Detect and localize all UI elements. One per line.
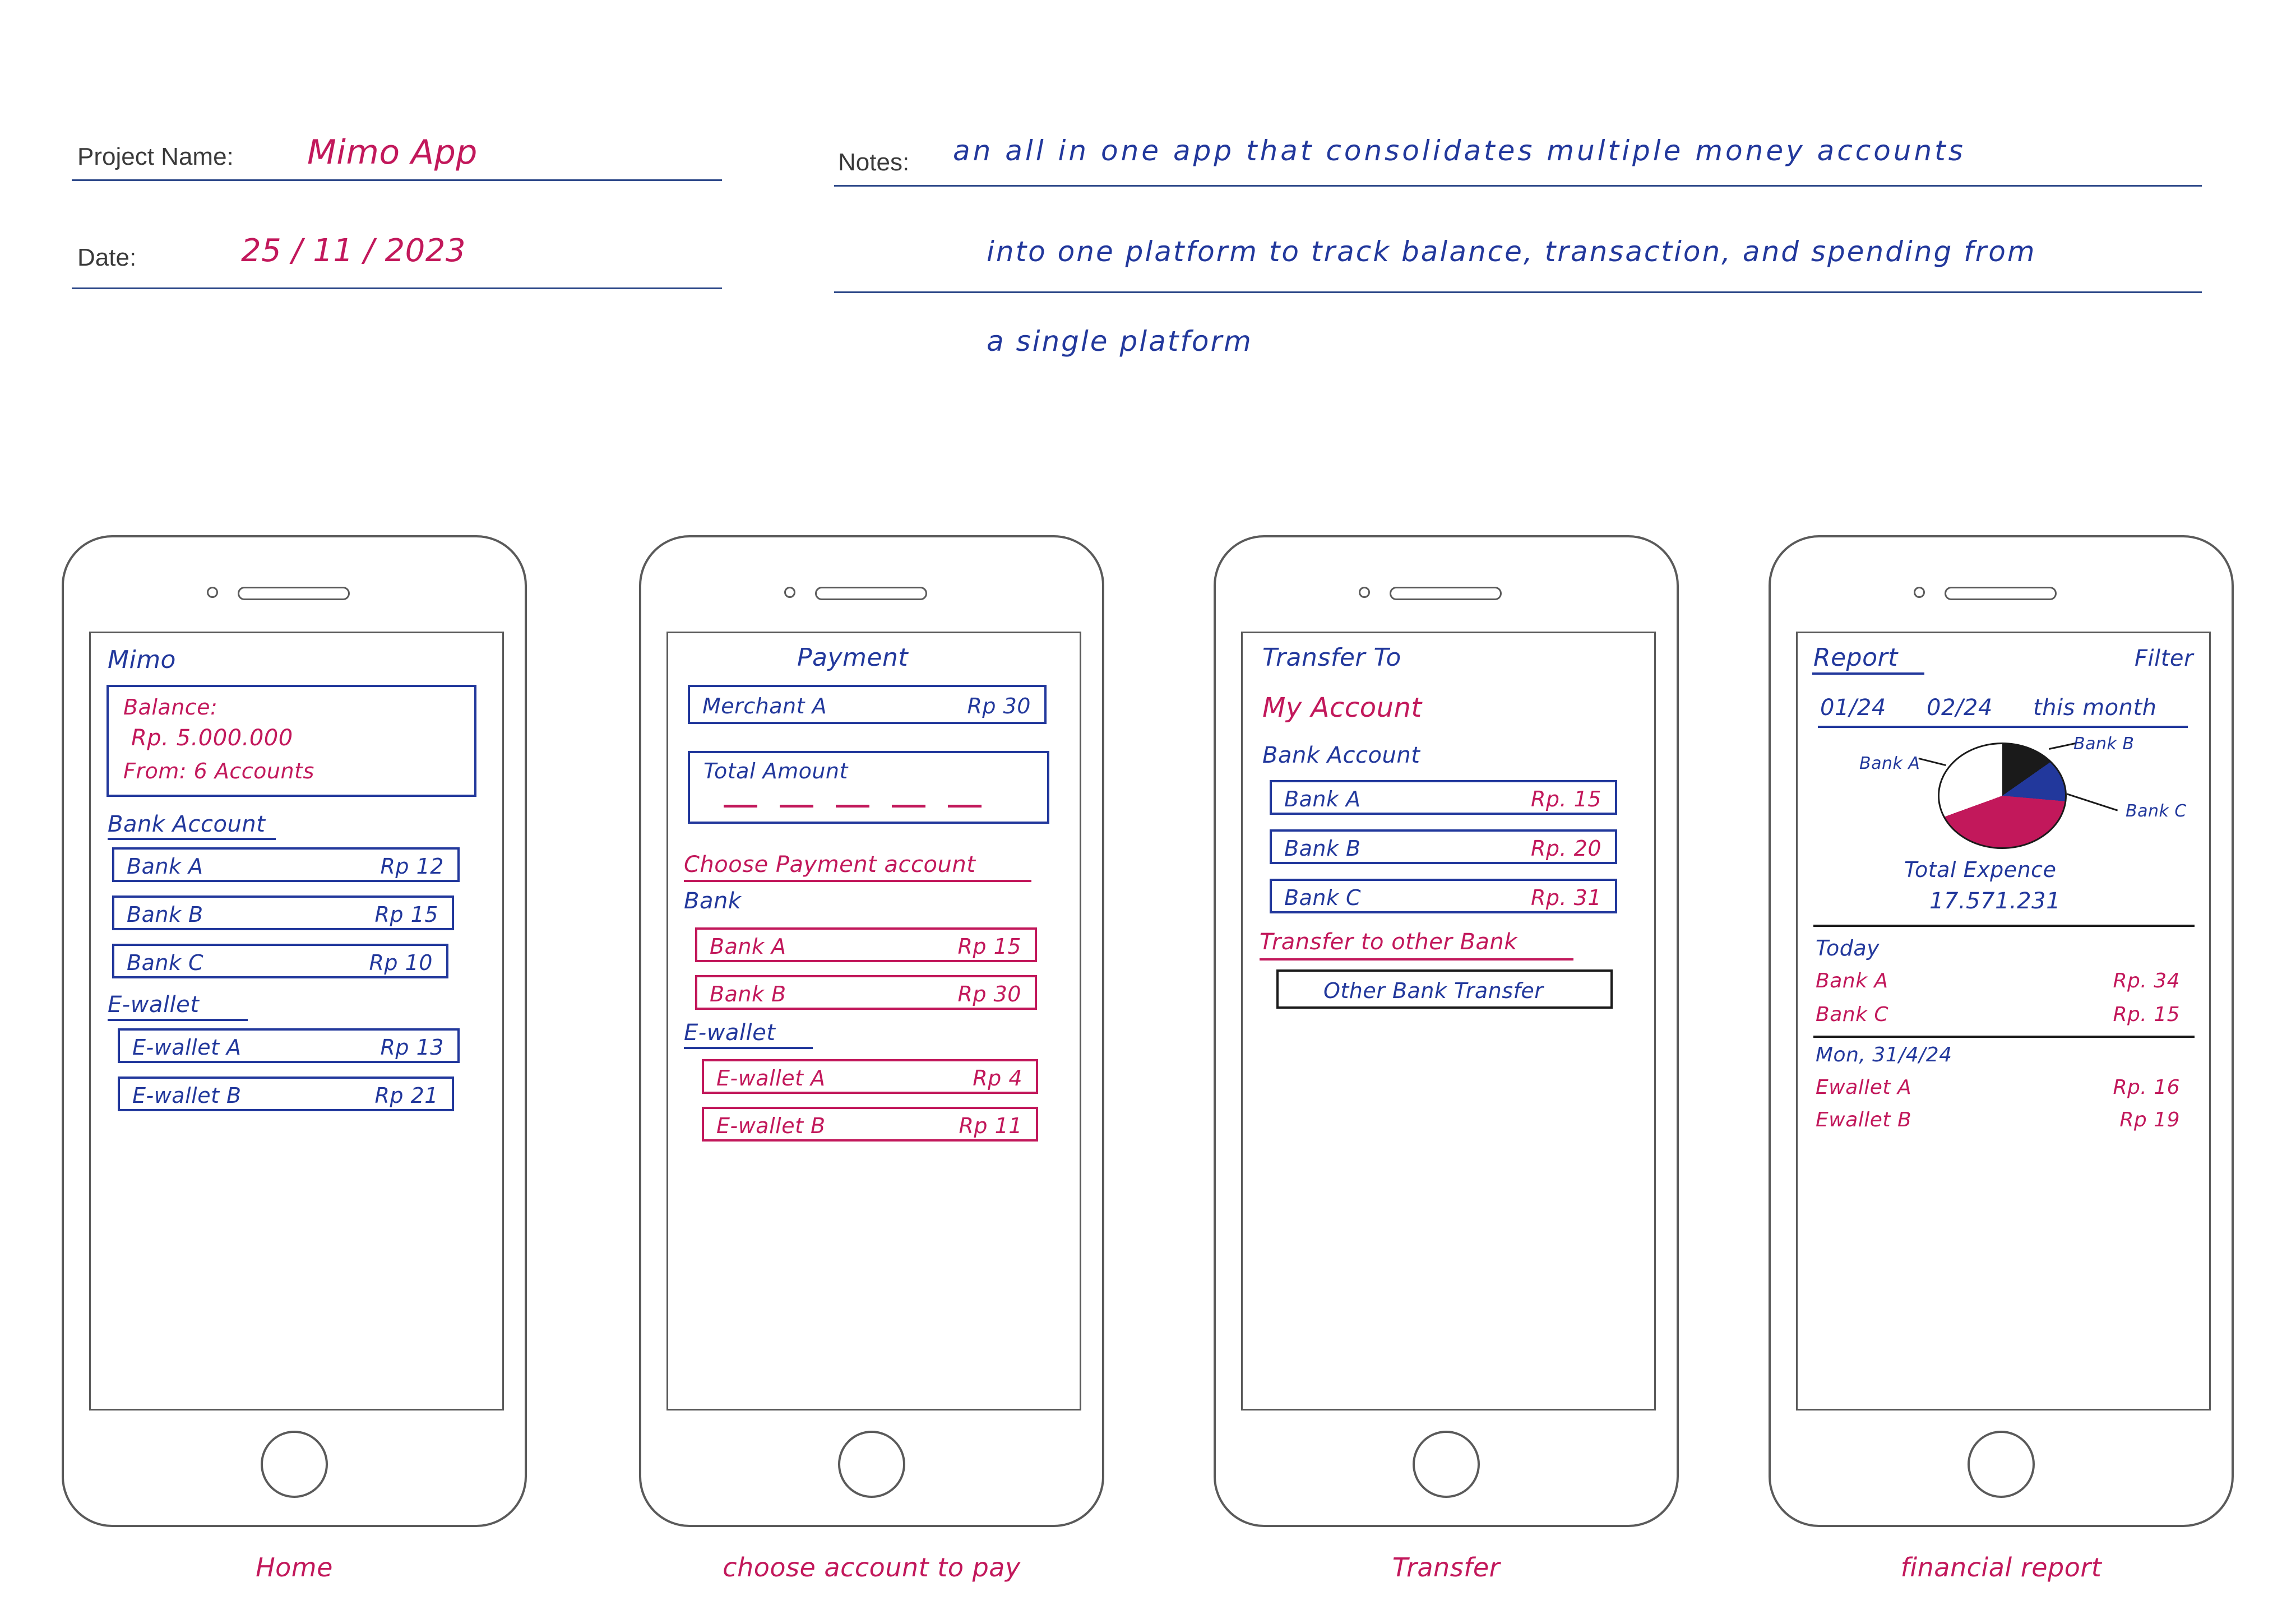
balance-value: Rp. 5.000.000 — [131, 725, 293, 751]
notes-rule-1 — [834, 185, 2202, 187]
divider — [1813, 925, 2195, 927]
section-bank-account: Bank Account — [1262, 743, 1420, 768]
list-item-label: E-wallet B — [716, 1113, 826, 1138]
table-row-ewallet-a — [1816, 1076, 2186, 1099]
phone-frame-report — [1769, 535, 2234, 1527]
list-item-value: Rp. 15 — [1530, 787, 1601, 811]
list-item-label: Bank B — [127, 902, 203, 927]
table-row-today-bank-a — [1816, 969, 2186, 992]
merchant-row[interactable] — [688, 685, 1047, 724]
date-range-underline — [1818, 726, 2188, 728]
list-item-bank-a[interactable] — [1270, 780, 1617, 815]
list-item-label: Bank B — [710, 982, 786, 1006]
list-item-value: Rp. 31 — [1530, 885, 1601, 910]
caption-home: Home — [256, 1552, 333, 1583]
list-item-ewallet-b[interactable] — [702, 1107, 1038, 1142]
list-item-label: Bank A — [1284, 787, 1361, 811]
other-bank-transfer-label: Other Bank Transfer — [1323, 978, 1544, 1003]
table-row-ewallet-b — [1816, 1108, 2186, 1131]
table-cell-value: Rp 19 — [2119, 1108, 2180, 1131]
page-title: Mimo — [108, 646, 176, 674]
date-value: 25 / 11 / 2023 — [241, 233, 466, 269]
date-from[interactable]: 01/24 — [1820, 695, 1886, 721]
list-item-ewallet-a[interactable] — [118, 1028, 460, 1063]
total-amount-card — [688, 751, 1049, 824]
screen-report — [1796, 632, 2211, 1410]
notes-line-1: an all in one app that consolidates multiple money accounts — [953, 134, 1966, 167]
notes-line-3: a single platform — [987, 325, 1253, 358]
speaker-icon — [1945, 587, 2057, 600]
phone-frame-home — [62, 535, 527, 1527]
camera-icon — [1359, 587, 1370, 598]
date-to[interactable]: 02/24 — [1927, 695, 1993, 721]
table-cell-value: Rp. 16 — [2113, 1076, 2180, 1099]
list-item-bank-b[interactable] — [1270, 829, 1617, 864]
list-item-value: Rp 15 — [957, 934, 1021, 959]
camera-icon — [784, 587, 795, 598]
phone-frame-payment — [639, 535, 1104, 1527]
page-subtitle: My Account — [1262, 692, 1422, 723]
notes-line-2: into one platform to track balance, transaction, and spending from — [987, 235, 2036, 268]
pie-label-bank-b: Bank B — [2073, 734, 2135, 754]
merchant-label: Merchant A — [702, 694, 827, 718]
pie-label-bank-a: Bank A — [1859, 754, 1920, 773]
section-bank-account: Bank Account — [108, 811, 266, 837]
caption-transfer: Transfer — [1392, 1552, 1501, 1583]
list-item-value: Rp 10 — [369, 950, 433, 975]
list-item-value: Rp 13 — [380, 1035, 444, 1060]
list-item-bank-a[interactable] — [695, 927, 1037, 962]
table-cell-value: Rp. 34 — [2113, 969, 2180, 992]
phone-frame-transfer — [1214, 535, 1679, 1527]
notes-rule-2 — [834, 291, 2202, 293]
list-item-bank-c[interactable] — [1270, 879, 1617, 913]
list-item-label: Bank C — [127, 950, 204, 975]
pie-leader-c — [2067, 793, 2118, 811]
expense-pie-chart — [1938, 743, 2067, 849]
table-cell-label: Bank A — [1816, 969, 1888, 992]
list-item-label: Bank A — [127, 854, 203, 879]
caption-payment: choose account to pay — [723, 1552, 1021, 1583]
list-item-value: Rp 4 — [973, 1066, 1022, 1091]
total-amount-label: Total Amount — [703, 759, 848, 783]
list-item-value: Rp. 20 — [1530, 836, 1601, 861]
pie-leader-b — [2049, 743, 2076, 750]
caption-report: financial report — [1900, 1552, 2102, 1583]
form-header — [0, 0, 2296, 403]
list-item-value: Rp 21 — [374, 1083, 438, 1108]
section-underline — [108, 838, 276, 840]
table-cell-label: Bank C — [1816, 1003, 1889, 1026]
transfer-other-underline — [1260, 958, 1573, 961]
balance-source: From: 6 Accounts — [123, 759, 314, 783]
notes-label: Notes: — [838, 149, 910, 176]
list-item-bank-b[interactable] — [112, 895, 454, 930]
speaker-icon — [1390, 587, 1502, 600]
list-item-label: E-wallet B — [132, 1083, 242, 1108]
list-item-bank-a[interactable] — [112, 847, 460, 882]
date-rule — [72, 287, 722, 289]
list-item-bank-c[interactable] — [112, 944, 448, 978]
list-item-value: Rp 11 — [959, 1113, 1022, 1138]
page-title: Report — [1813, 643, 1898, 672]
other-bank-transfer-button[interactable] — [1276, 969, 1613, 1009]
filter-button[interactable]: Filter — [2135, 646, 2193, 671]
project-name-rule — [72, 179, 722, 181]
balance-label: Balance: — [123, 695, 218, 720]
section-e-wallet: E-wallet — [684, 1020, 776, 1046]
total-amount-placeholder — [724, 805, 1004, 808]
choose-underline — [684, 880, 1031, 882]
section-e-wallet: E-wallet — [108, 992, 200, 1018]
total-expense-value: 17.571.231 — [1929, 888, 2061, 914]
home-button[interactable] — [838, 1431, 905, 1498]
home-button[interactable] — [1413, 1431, 1480, 1498]
project-name-label: Project Name: — [77, 143, 234, 170]
pie-label-bank-c: Bank C — [2126, 801, 2187, 821]
list-item-ewallet-a[interactable] — [702, 1059, 1038, 1094]
section-underline — [684, 1047, 813, 1049]
list-item-label: E-wallet A — [132, 1035, 242, 1060]
list-item-label: Bank A — [710, 934, 786, 959]
pie-leader-a — [1918, 758, 1946, 766]
home-button[interactable] — [1968, 1431, 2035, 1498]
page-title: Transfer To — [1262, 643, 1401, 672]
speaker-icon — [238, 587, 350, 600]
list-item-value: Rp 12 — [380, 854, 444, 879]
list-item-ewallet-b[interactable] — [118, 1077, 454, 1111]
divider — [1813, 1036, 2195, 1038]
project-name-value: Mimo App — [307, 133, 478, 172]
home-button[interactable] — [261, 1431, 328, 1498]
list-item-bank-b[interactable] — [695, 975, 1037, 1010]
list-item-label: Bank C — [1284, 885, 1362, 910]
date-label: Date: — [77, 244, 137, 271]
list-item-label: E-wallet A — [716, 1066, 826, 1091]
table-cell-value: Rp. 15 — [2113, 1003, 2180, 1026]
table-cell-label: Ewallet A — [1816, 1076, 1912, 1099]
speaker-icon — [815, 587, 927, 600]
camera-icon — [207, 587, 218, 598]
table-row-today-bank-c — [1816, 1003, 2186, 1026]
list-item-value: Rp 30 — [957, 982, 1021, 1006]
section-bank: Bank — [684, 888, 742, 914]
list-item-label: Bank B — [1284, 836, 1361, 861]
choose-payment-account-label: Choose Payment account — [684, 852, 976, 878]
period-label[interactable]: this month — [2033, 695, 2157, 721]
page-title-underline — [1812, 672, 1924, 675]
total-expense-label: Total Expence — [1904, 857, 2057, 882]
date-group-label: Mon, 31/4/24 — [1816, 1043, 1952, 1066]
camera-icon — [1914, 587, 1925, 598]
transfer-other-bank-label: Transfer to other Bank — [1260, 929, 1517, 955]
balance-card — [107, 685, 476, 797]
today-label: Today — [1816, 936, 1880, 961]
table-cell-label: Ewallet B — [1816, 1108, 1912, 1131]
merchant-value: Rp 30 — [967, 694, 1031, 718]
screen-payment — [666, 632, 1081, 1410]
screen-transfer — [1241, 632, 1656, 1410]
screen-home — [89, 632, 504, 1410]
list-item-value: Rp 15 — [374, 902, 438, 927]
page-title: Payment — [797, 643, 909, 672]
section-underline — [108, 1019, 248, 1021]
